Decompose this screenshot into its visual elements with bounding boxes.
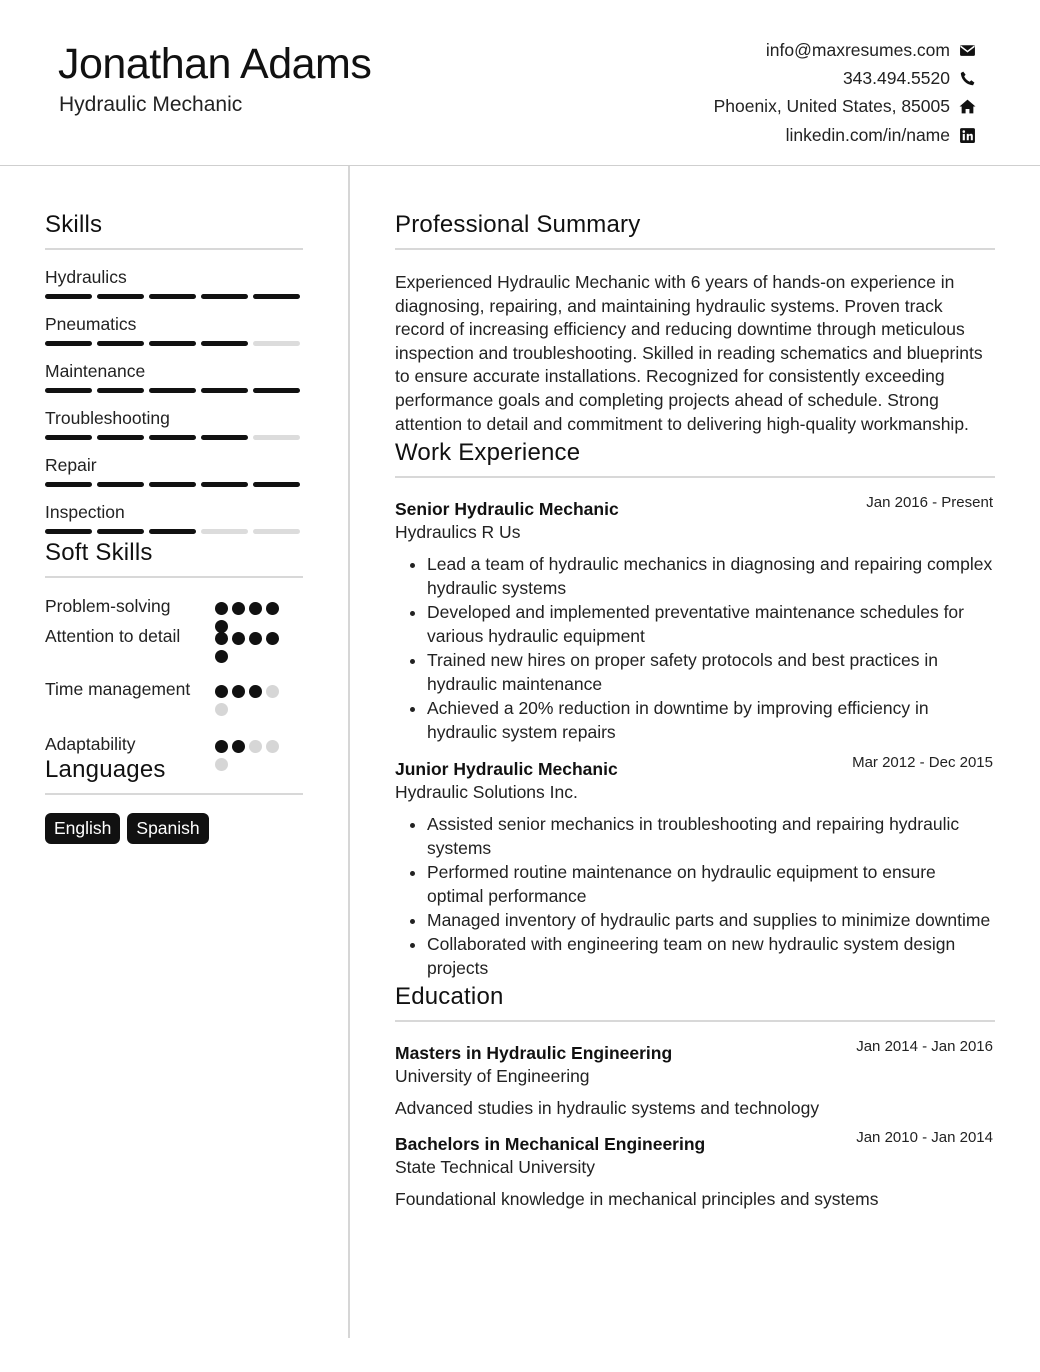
contact-email-text[interactable]: info@maxresumes.com [765,39,950,60]
skill-item [45,406,303,440]
job-bullet: • Managed inventory of hydraulic parts and supplies to minimize downtime [427,908,995,932]
skill-item [45,500,303,534]
job-company: Hydraulic Solutions Inc. [395,782,578,803]
education-description: Foundational knowledge in mechanical principles and systems [395,1189,879,1210]
skill-segment-filled [149,529,196,534]
skill-segment-filled [97,388,144,393]
contact-phone[interactable] [714,64,976,92]
contact-email[interactable] [714,36,976,64]
skill-name: Repair [45,455,97,475]
rating-dot-filled [215,602,228,615]
skill-segment-filled [253,388,300,393]
skill-segment-filled [253,482,300,487]
summary-heading: Professional Summary [395,208,995,250]
contact-location [714,93,976,121]
job-bullet: • Performed routine maintenance on hydraulic equipment to ensure optimal performance [427,860,995,908]
skill-name: Inspection [45,502,125,522]
rating-dot-filled [266,632,279,645]
rating-dot-filled [215,650,228,663]
soft-skill-item [45,733,303,753]
skill-segment-filled [201,482,248,487]
skill-segment-filled [201,341,248,346]
soft-skill-item [45,625,303,678]
contact-phone-text[interactable]: 343.494.5520 [842,67,950,88]
skill-segment-filled [97,341,144,346]
rating-dot-filled [232,685,245,698]
job-entry [395,754,995,980]
rating-dot-filled [249,602,262,615]
skill-segment-filled [97,435,144,440]
skill-segment-filled [149,294,196,299]
skill-segment-filled [201,294,248,299]
soft-skill-dots [215,625,287,663]
job-bullet: • Developed and implemented preventative maintenance schedules for various hydraulic equipment [427,600,995,648]
job-position: Junior Hydraulic Mechanic [395,759,618,780]
skill-segment-filled [97,529,144,534]
skill-item [45,453,303,487]
job-dates: Jan 2016 - Present [866,494,993,512]
rating-dot-empty [215,703,228,716]
rating-dot-filled [232,602,245,615]
summary-text: Experienced Hydraulic Mechanic with 6 years of hands-on experience in diagnosing, repairing, and maintaining hydraulic systems. Proven track record of increasing efficiency and reducing downtime through meticulous inspection and troubleshooting. Skilled in reading schematics and blueprints to ensure accurate installations. Recognized for consistently exceeding performance goals and completing projects ahead of schedule. Strong attention to detail and commitment to delivering high-quality workmanship. [395,272,983,434]
rating-dot-filled [232,632,245,645]
job-title: Hydraulic Mechanic [59,93,243,116]
job-entry [395,494,995,744]
linkedin-icon [958,126,976,144]
rating-dot-filled [215,740,228,753]
rating-dot-empty [266,740,279,753]
skill-level-bar [45,341,303,346]
education-degree: Masters in Hydraulic Engineering [395,1043,673,1064]
skill-segment-filled [97,482,144,487]
languages-heading: Languages [45,753,303,795]
skill-segment-filled [45,529,92,534]
candidate-name: Jonathan Adams [58,40,372,88]
skill-segment-filled [45,435,92,440]
language-list [45,813,303,844]
soft-skills-heading: Soft Skills [45,536,303,578]
skill-segment-filled [201,388,248,393]
education-dates: Jan 2010 - Jan 2014 [856,1129,993,1147]
language-badge: Spanish [127,813,208,844]
skill-segment-filled [149,482,196,487]
skill-segment-filled [253,294,300,299]
education-school: University of Engineering [395,1066,590,1087]
education-description: Advanced studies in hydraulic systems and technology [395,1098,820,1119]
envelope-icon [958,41,976,59]
soft-skill-item [45,595,303,625]
skill-level-bar [45,529,303,534]
rating-dot-filled [249,685,262,698]
job-bullets [395,812,995,980]
skill-segment-empty [253,435,300,440]
main-content [395,208,995,1211]
skill-segment-empty [201,529,248,534]
education-dates: Jan 2014 - Jan 2016 [856,1038,993,1056]
skill-level-bar [45,482,303,487]
rating-dot-filled [266,602,279,615]
skill-segment-filled [149,435,196,440]
skill-segment-filled [97,294,144,299]
skill-level-bar [45,435,303,440]
soft-skill-name: Adaptability [45,734,136,754]
skill-segment-filled [201,435,248,440]
rating-dot-empty [266,685,279,698]
skill-name: Maintenance [45,361,146,381]
soft-skill-dots [215,733,287,771]
education-entry [395,1129,995,1211]
soft-skill-name: Problem-solving [45,596,171,616]
job-bullet: • Lead a team of hydraulic mechanics in diagnosing and repairing complex hydraulic systems [427,552,995,600]
rating-dot-filled [232,740,245,753]
skill-segment-filled [149,341,196,346]
rating-dot-empty [215,758,228,771]
contact-linkedin-text[interactable]: linkedin.com/in/name [785,124,950,145]
skill-name: Troubleshooting [45,408,170,428]
rating-dot-filled [215,685,228,698]
language-badge: English [45,813,120,844]
phone-icon [958,69,976,87]
skill-segment-filled [45,341,92,346]
education-entry [395,1038,995,1120]
column-divider [348,166,350,1338]
soft-skill-name: Time management [45,679,191,699]
education-heading: Education [395,980,995,1022]
skill-name: Hydraulics [45,267,127,287]
job-bullet: • Collaborated with engineering team on new hydraulic system design projects [427,932,995,980]
job-bullet: • Trained new hires on proper safety protocols and best practices in hydraulic maintenance [427,648,995,696]
resume-header [0,0,1040,166]
sidebar [45,208,303,844]
skill-item [45,312,303,346]
skill-segment-filled [45,294,92,299]
skill-segment-filled [45,482,92,487]
skills-heading: Skills [45,208,303,250]
rating-dot-empty [249,740,262,753]
skill-segment-empty [253,341,300,346]
education-degree: Bachelors in Mechanical Engineering [395,1134,706,1155]
education-school: State Technical University [395,1157,596,1178]
skill-item [45,265,303,299]
job-dates: Mar 2012 - Dec 2015 [852,754,993,772]
soft-skill-dots [215,678,287,716]
skill-segment-filled [45,388,92,393]
job-bullets [395,552,995,744]
skill-segment-empty [253,529,300,534]
soft-skill-item [45,678,303,733]
home-icon [958,98,976,116]
contact-linkedin[interactable] [714,121,976,149]
job-position: Senior Hydraulic Mechanic [395,499,619,520]
soft-skill-name: Attention to detail [45,626,181,646]
skill-segment-filled [149,388,196,393]
job-bullet: • Assisted senior mechanics in troubleshooting and repairing hydraulic systems [427,812,995,860]
job-bullet: • Achieved a 20% reduction in downtime by improving efficiency in hydraulic system repairs [427,696,995,744]
skills-list [45,265,303,534]
job-company: Hydraulics R Us [395,522,521,543]
skill-level-bar [45,388,303,393]
experience-heading: Work Experience [395,436,995,478]
skill-level-bar [45,294,303,299]
rating-dot-filled [215,632,228,645]
skill-item [45,359,303,393]
contact-location-text: Phoenix, United States, 85005 [713,96,950,117]
skill-name: Pneumatics [45,314,137,334]
contact-list [714,36,976,149]
rating-dot-filled [249,632,262,645]
